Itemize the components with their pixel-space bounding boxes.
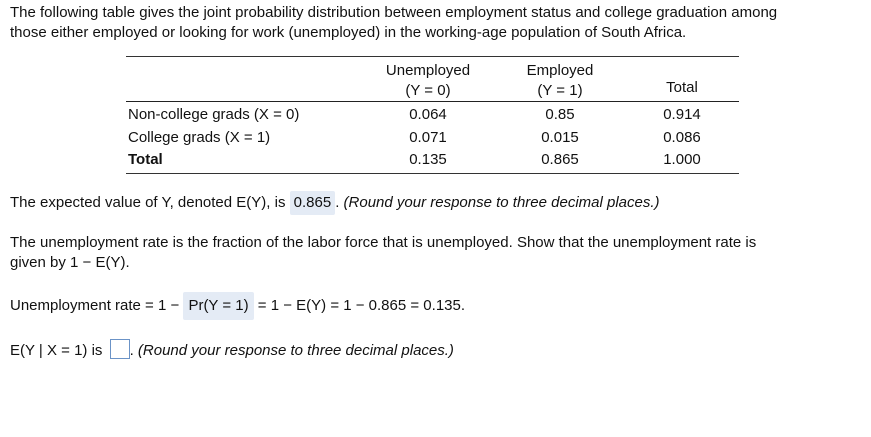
row-label-non-college: Non-college grads (X = 0) <box>128 106 300 123</box>
cell-college-unemployed: 0.071 <box>409 129 447 146</box>
cell-college-total: 0.086 <box>663 129 701 146</box>
cell-non-college-total: 0.914 <box>663 106 701 123</box>
rate-selected-answer[interactable]: Pr(Y = 1) <box>183 292 253 320</box>
conditional-prefix: E(Y | X = 1) is <box>10 342 103 359</box>
rate-result: = 1 − E(Y) = 1 − 0.865 = 0.135. <box>257 297 466 314</box>
rate-label: Unemployment rate = 1 − <box>10 297 180 314</box>
rate-intro-line-1: The unemployment rate is the fraction of the labor force that is unemployed. Show that the unemployment rate is <box>10 234 757 251</box>
intro-line-1: The following table gives the joint probability distribution between employment status and college graduation among <box>10 4 778 21</box>
intro-paragraph <box>10 3 777 43</box>
expected-value-prefix: The expected value of Y, denoted E(Y), is <box>10 194 286 211</box>
header-unemployed: Unemployed <box>385 62 471 79</box>
unemployment-rate-intro <box>10 233 756 273</box>
cell-non-college-unemployed: 0.064 <box>409 106 447 123</box>
expected-value-hint: (Round your response to three decimal places.) <box>343 194 660 211</box>
intro-line-2: those either employed or looking for work (unemployed) in the working-age population of South Africa. <box>10 24 687 41</box>
header-total: Total <box>666 79 698 96</box>
expected-value-answer[interactable]: 0.865 <box>290 191 336 215</box>
cell-total-unemployed: 0.135 <box>409 151 447 168</box>
rate-intro-line-2: given by 1 − E(Y). <box>10 254 130 271</box>
unemployment-rate-line <box>10 292 465 320</box>
cell-college-employed: 0.015 <box>541 129 579 146</box>
cell-total-total: 1.000 <box>663 151 701 168</box>
header-divider <box>126 101 739 102</box>
conditional-expectation-line: E(Y | X = 1) is . (Round your response to three decimal places.) <box>10 339 454 361</box>
expected-value-line: The expected value of Y, denoted E(Y), is 0.865 . (Round your response to three decimal places.) <box>10 191 660 215</box>
conditional-hint: (Round your response to three decimal places.) <box>137 342 454 359</box>
header-unemployed-sub: (Y = 0) <box>405 82 451 99</box>
joint-probability-table <box>126 56 739 174</box>
conditional-answer-input[interactable] <box>110 339 130 359</box>
cell-total-employed: 0.865 <box>541 151 579 168</box>
row-label-total: Total <box>128 151 163 168</box>
header-employed: Employed <box>526 62 594 79</box>
row-label-college: College grads (X = 1) <box>128 129 271 146</box>
cell-non-college-employed: 0.85 <box>545 106 575 123</box>
header-employed-sub: (Y = 1) <box>537 82 583 99</box>
